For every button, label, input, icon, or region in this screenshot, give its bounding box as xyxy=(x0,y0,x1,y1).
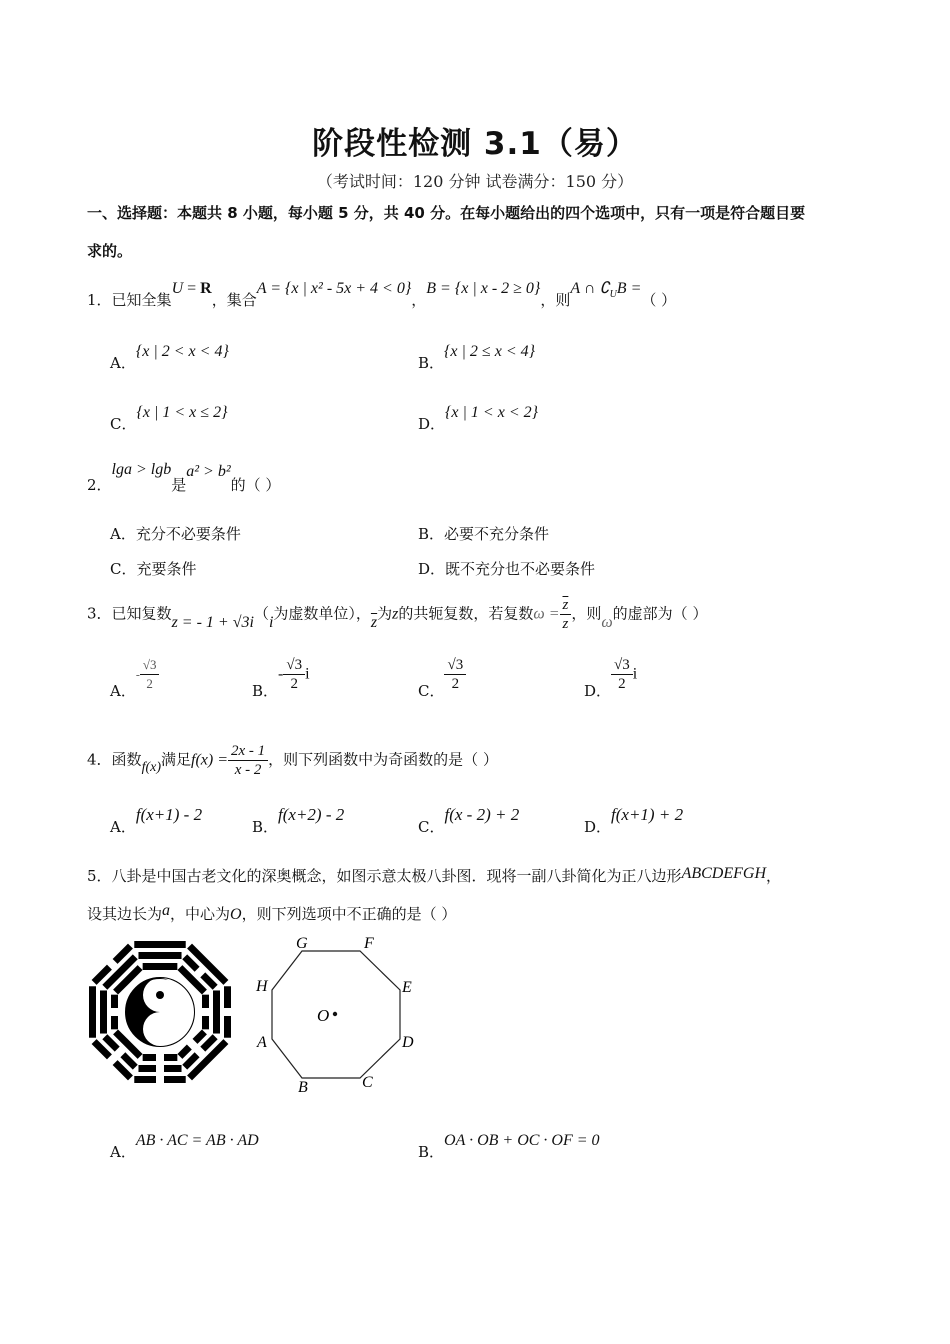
option-suffix: i xyxy=(632,665,638,683)
option-label: C． xyxy=(418,681,445,700)
trigram-bar xyxy=(224,986,231,1008)
option-math: f(x - 2) + 2 xyxy=(444,805,520,824)
fraction-num: √3 xyxy=(444,656,466,675)
q4-number: 4． xyxy=(87,750,112,769)
trigram-bar xyxy=(89,986,96,1037)
page-title: 阶段性检测 3.1（易） xyxy=(312,126,638,162)
octagon-center-dot xyxy=(333,1012,337,1016)
q1-expr xyxy=(570,280,642,301)
option-label: A． xyxy=(110,525,136,543)
section-heading-line1: 一、选择题：本题共 8 小题，每小题 5 分，共 40 分。在每小题给出的四个选项中，只有一项是符合题目要 xyxy=(87,204,806,222)
fraction-num: √3 xyxy=(611,656,633,675)
bagua-figure xyxy=(84,936,236,1088)
octagon-figure xyxy=(250,932,430,1094)
q4-fraction-num: 2x - 1 xyxy=(228,742,268,761)
q3-text2: （ xyxy=(253,604,269,623)
option-fraction xyxy=(444,656,466,693)
label-c: C xyxy=(362,1074,373,1091)
q2-option-a[interactable] xyxy=(110,523,241,544)
q4-option-a[interactable] xyxy=(110,805,203,837)
fraction-num: √3 xyxy=(283,656,305,675)
option-label: B． xyxy=(418,525,445,543)
trigram-line xyxy=(134,1076,185,1083)
q2-math2: a² > b² xyxy=(186,463,231,480)
trigram-bar xyxy=(164,1065,182,1072)
trigram-line xyxy=(224,986,231,1037)
q3-math1: z = - 1 + √3i xyxy=(171,613,254,631)
label-o: O xyxy=(317,1006,330,1025)
trigram-bar xyxy=(143,1054,156,1061)
q3-text6: ，则 xyxy=(571,604,602,623)
option-math: {x | 2 < x < 4} xyxy=(135,343,229,360)
q1-option-c[interactable] xyxy=(110,404,228,434)
q5-a: a xyxy=(162,902,171,919)
option-label: B． xyxy=(418,1143,445,1161)
q3-math4: z xyxy=(392,605,399,623)
trigram-line xyxy=(143,963,178,970)
label-g: G xyxy=(296,935,308,952)
trigram-line xyxy=(202,995,209,1030)
q3-text7: 的虚部为（ ） xyxy=(612,604,708,623)
option-label: A． xyxy=(110,1143,136,1161)
q4-math1: f(x) xyxy=(141,759,161,775)
option-label: B． xyxy=(252,818,279,836)
option-suffix: i xyxy=(305,665,310,683)
option-text: 充分不必要条件 xyxy=(135,525,241,543)
q3-option-b[interactable] xyxy=(252,656,310,700)
q4-fraction-den: x - 2 xyxy=(234,762,262,778)
q1-text2: ，集合 xyxy=(211,291,257,309)
question-3 xyxy=(87,596,707,633)
question-2 xyxy=(87,461,281,495)
trigram-bar xyxy=(202,1016,209,1029)
q4-text2: 满足 xyxy=(161,750,192,769)
q5-number: 5． xyxy=(87,867,112,885)
q5-comma: ， xyxy=(766,867,782,885)
option-fraction xyxy=(611,656,633,693)
q3-math2: i xyxy=(268,613,274,631)
option-math: AB · AC = AB · AD xyxy=(135,1132,259,1149)
option-label: D． xyxy=(418,415,446,433)
q2-option-d[interactable] xyxy=(418,558,595,579)
fraction-den: 2 xyxy=(290,676,298,692)
q3-option-a[interactable] xyxy=(110,656,159,700)
q4-option-c[interactable] xyxy=(418,805,520,837)
option-sign: - xyxy=(135,667,140,682)
q3-math5: ω xyxy=(601,613,613,631)
q3-omega: ω = xyxy=(533,605,560,623)
trigram-bar xyxy=(111,995,118,1008)
q1-paren: （ ） xyxy=(641,291,677,309)
q3-text1: 已知复数 xyxy=(111,604,172,623)
label-b: B xyxy=(298,1079,308,1094)
trigram-bar xyxy=(177,1045,191,1059)
q1-r: R xyxy=(200,280,212,297)
option-label: B． xyxy=(418,354,445,372)
option-fraction xyxy=(140,656,160,693)
q1-expr-sub: U xyxy=(609,289,617,301)
q4-option-d[interactable] xyxy=(584,805,684,837)
option-label: C． xyxy=(110,560,137,578)
q1-eq: = xyxy=(183,280,201,297)
q3-fraction xyxy=(560,596,572,633)
trigram-bar xyxy=(213,990,220,1033)
trigram-bar xyxy=(138,1065,156,1072)
option-sign: - xyxy=(278,665,284,683)
q3-number: 3． xyxy=(87,604,112,623)
trigram-bar xyxy=(224,1016,231,1038)
option-math: {x | 2 ≤ x < 4} xyxy=(444,343,536,360)
q1-text1: 已知全集 xyxy=(111,291,172,309)
q1-set-a: A = {x | x² - 5x + 4 < 0} xyxy=(256,280,412,297)
trigram-bar xyxy=(138,952,181,959)
q1-text3: ，则 xyxy=(540,291,571,309)
q1-option-b[interactable] xyxy=(418,343,536,373)
q1-option-a[interactable] xyxy=(110,343,229,373)
q2-number: 2． xyxy=(87,476,112,494)
option-text: 必要不充分条件 xyxy=(444,525,550,543)
trigram-bar xyxy=(111,1016,118,1029)
q3-math3: $\overline{z}$ xyxy=(370,613,378,631)
option-text: 既不充分也不必要条件 xyxy=(445,560,596,578)
option-label: C． xyxy=(418,818,445,836)
label-e: E xyxy=(402,979,412,996)
q1-number: 1． xyxy=(87,291,112,309)
label-d: D xyxy=(402,1034,414,1051)
option-fraction xyxy=(283,656,305,693)
trigram-line xyxy=(100,990,107,1033)
q2-text1: 是 xyxy=(171,476,187,494)
q1-u: U xyxy=(171,280,184,297)
q5-text1: 八卦是中国古老文化的深奥概念，如图示意太极八卦图．现将一副八卦简化为正八边形 xyxy=(111,867,682,885)
option-label: A． xyxy=(110,681,136,700)
taiji-light-dot xyxy=(156,1025,164,1033)
option-label: D． xyxy=(418,560,446,578)
trigram-bar xyxy=(164,1054,177,1061)
q1-expr-b: B = xyxy=(616,280,642,297)
q3-text5: 的共轭复数，若复数 xyxy=(398,604,534,623)
q4-math2: f(x) = xyxy=(191,751,229,769)
trigram-line xyxy=(213,990,220,1033)
q4-option-b[interactable] xyxy=(252,805,345,837)
q3-text4: 为 xyxy=(377,604,393,623)
question-5-line1 xyxy=(87,865,781,886)
trigram-bar xyxy=(134,1076,156,1083)
q4-fraction xyxy=(228,742,268,779)
trigram-line xyxy=(134,941,185,948)
q3-fraction-den: z xyxy=(562,616,569,632)
q3-text3: 为虚数单位）， xyxy=(273,604,371,623)
q2-option-c[interactable] xyxy=(110,558,197,579)
q1-comma: ， xyxy=(411,291,427,309)
q2-option-b[interactable] xyxy=(418,523,549,544)
q3-option-d[interactable] xyxy=(584,656,638,700)
section-heading-line2: 求的。 xyxy=(87,242,133,260)
option-label: D． xyxy=(584,818,612,836)
trigram-bar xyxy=(164,1076,186,1083)
q4-text3: ，则下列函数中为奇函数的是（ ） xyxy=(268,750,498,769)
q2-text2: 的（ ） xyxy=(230,476,281,494)
label-f: F xyxy=(364,935,374,952)
fraction-den: 2 xyxy=(618,676,626,692)
option-math: f(x+1) + 2 xyxy=(611,805,684,824)
fraction-num: √3 xyxy=(140,656,160,675)
q2-math1: lga > lgb xyxy=(111,461,172,478)
trigram-bar xyxy=(100,990,107,1033)
trigram-line xyxy=(89,986,96,1037)
question-4 xyxy=(87,742,498,779)
exam-subtitle: （考试时间：120 分钟 试卷满分：150 分） xyxy=(316,172,634,191)
q1-set-b: B = {x | x - 2 ≥ 0} xyxy=(426,280,541,297)
q5-o: O xyxy=(230,906,242,923)
label-h: H xyxy=(256,978,268,995)
q1-option-d[interactable] xyxy=(418,404,539,434)
q5-option-b[interactable] xyxy=(418,1132,600,1162)
trigram-line xyxy=(138,1065,181,1072)
fraction-den: 2 xyxy=(451,676,460,692)
trigram-bar xyxy=(143,963,178,970)
option-label: B． xyxy=(252,681,279,700)
trigram-bar xyxy=(134,941,185,948)
q1-expr-a: A ∩ ∁ xyxy=(570,280,610,297)
option-label: A． xyxy=(110,354,136,372)
question-1 xyxy=(87,280,677,312)
trigram-bar xyxy=(193,1029,207,1043)
q5-polygon: ABCDEFGH xyxy=(681,865,766,882)
trigram-line xyxy=(143,1054,178,1061)
option-math: {x | 1 < x ≤ 2} xyxy=(136,404,228,421)
taiji-dark-dot xyxy=(156,991,164,999)
q3-option-c[interactable] xyxy=(418,656,466,700)
option-text: 充要条件 xyxy=(136,560,197,578)
option-math: f(x+2) - 2 xyxy=(278,805,345,824)
q5-text2b: ，中心为 xyxy=(170,905,231,923)
label-a: A xyxy=(257,1034,267,1051)
option-math: OA · OB + OC · OF = 0 xyxy=(444,1132,600,1149)
q5-text2a: 设其边长为 xyxy=(87,905,163,923)
option-label: A． xyxy=(110,818,136,836)
option-math: f(x+1) - 2 xyxy=(135,805,203,824)
question-5-line2 xyxy=(87,903,456,924)
option-label: D． xyxy=(584,681,612,700)
trigram-line xyxy=(138,952,181,959)
option-label: C． xyxy=(110,415,137,433)
q4-text1: 函数 xyxy=(111,750,142,769)
option-math: {x | 1 < x < 2} xyxy=(445,404,539,421)
q5-text2c: ，则下列选项中不正确的是（ ） xyxy=(241,905,457,923)
q3-fraction-num: $\overline{z}$ xyxy=(560,596,572,615)
trigram-bar xyxy=(202,995,209,1008)
q5-option-a[interactable] xyxy=(110,1132,259,1162)
trigram-line xyxy=(111,995,118,1030)
fraction-den: 2 xyxy=(146,676,153,691)
